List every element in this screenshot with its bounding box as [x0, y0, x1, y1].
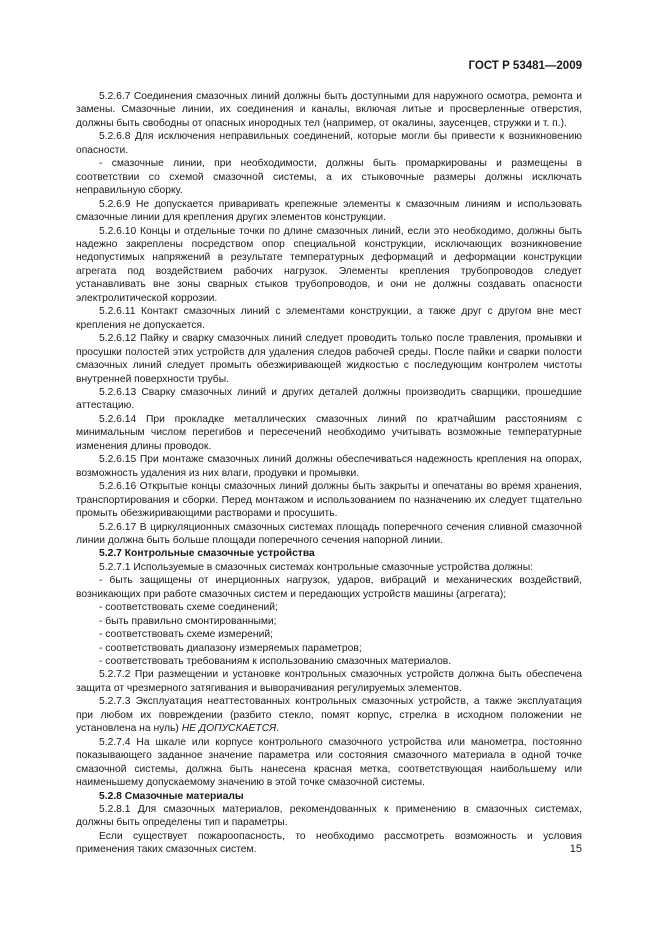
page-number: 15	[569, 843, 582, 855]
list-item: - быть правильно смонтированными;	[99, 615, 277, 627]
paragraph-5-2-6-9: 5.2.6.9 Не допускается приваривать крепежные элементы к смазочным линиям и использовать смазочные линии для крепления других элементов конструкции.	[76, 198, 582, 224]
paragraph-5-2-6-11: 5.2.6.11 Контакт смазочных линий с элементами конструкции, а также друг с другом вне мест крепления не допускается.	[76, 306, 582, 331]
paragraph-5-2-6-15: 5.2.6.15 При монтаже смазочных линий должны обеспечиваться надежность крепления на опорах, возможность удаления из них влаги, продувки и промывки.	[76, 454, 582, 479]
paragraph-5-2-6-7: 5.2.6.7 Соединения смазочных линий должны быть доступными для наружного осмотра, ремонта и замены. Смазочные линии, их соединения и каналы, включая литые и просверленные отверстия, должны быть свободны от опасных инородных тел (например, от окалины, заусенцев, стружки и т. п.).	[76, 91, 582, 129]
list-item: - быть защищены от инерционных нагрузок, ударов, вибраций и механических воздействий, возникающих при работе смазочных систем и передающих устройств машины (агрегата);	[76, 575, 582, 600]
paragraph-5-2-7-1: 5.2.7.1 Используемые в смазочных системах контрольные смазочные устройства должны:	[99, 561, 533, 573]
paragraph-5-2-6-8: 5.2.6.8 Для исключения неправильных соединений, которые могли бы привести к возникновению опасности.	[76, 131, 582, 156]
list-item: - соответствовать схеме измерений;	[99, 629, 273, 641]
paragraph-5-2-6-17: 5.2.6.17 В циркуляционных смазочных системах площадь поперечного сечения сливной смазочной линии должна быть больше площади поперечного сечения напорной линии.	[76, 521, 582, 546]
section-heading-5-2-7: 5.2.7 Контрольные смазочные устройства	[99, 548, 315, 560]
list-item: - смазочные линии, при необходимости, должны быть промаркированы и размещены в соответствии со схемой смазочной системы, а их стыковочные размеры должны исключать неправильную сборку.	[76, 158, 582, 197]
paragraph-5-2-7-4: 5.2.7.4 На шкале или корпусе контрольного смазочного устройства или манометра, постоянно показывающего заданное значение параметра или состояния смазочного материала в одной точке смазочной системы, должна быть нанесена красная метка, соответствующая наибольшему или наименьшему допускаемому значению в этой точке смазочной системы.	[76, 736, 582, 789]
paragraph-5-2-6-10: 5.2.6.10 Концы и отдельные точки по длине смазочных линий, если это необходимо, должны быть надежно закреплены посредством опор специальной конструкции, исключающих возникновение недопустимых напряжений в результате температурных деформаций и деформации конструкции агрегата под воздействием рабочих нагрузок. Элементы крепления трубопроводов следует устанавливать вне зоны сварных стыков трубопроводов, и они не должны создавать опасности электролитической коррозии.	[76, 225, 582, 304]
paragraph-5-2-6-12: 5.2.6.12 Пайку и сварку смазочных линий следует проводить только после травления, промывки и просушки полостей этих устройств для удаления следов рабочей среды. После пайки и сварки полости смазочных линий следует промыть обезжиривающей жидкостью с последующим контролем чистоты внутренней поверхности трубы.	[76, 333, 582, 385]
paragraph-tail: .	[276, 723, 280, 735]
paragraph-5-2-6-16: 5.2.6.16 Открытые концы смазочных линий должны быть закрыты и опечатаны во время хранения, транспортирования и сборки. Перед монтажом и использованием по назначению их следует тщательно промыть обезжиривающими растворами и просушить.	[76, 481, 582, 520]
paragraph-fire-hazard: Если существует пожароопасность, то необходимо рассмотреть возможность и условия применения таких смазочных систем.	[76, 830, 582, 856]
list-item: - соответствовать требованиям к использованию смазочных материалов.	[99, 656, 452, 668]
section-heading-5-2-8: 5.2.8 Смазочные материалы	[99, 790, 244, 802]
emphasis-text: НЕ ДОПУСКАЕТСЯ	[181, 723, 277, 735]
paragraph-5-2-7-2: 5.2.7.2 При размещении и установке контрольных смазочных устройств должна быть обеспечена защита от чрезмерного затягивания и выворачивания регулируемых элементов.	[76, 669, 582, 694]
list-item: - соответствовать диапазону измеряемых параметров;	[99, 642, 362, 654]
standard-code-header: ГОСТ Р 53481—2009	[468, 60, 582, 72]
document-body	[76, 90, 582, 857]
paragraph-5-2-6-14: 5.2.6.14 При прокладке металлических смазочных линий по кратчайшим расстояниям с минимальным числом перегибов и пересечений необходимо учитывать возможные температурные изменения длины проводок.	[76, 413, 582, 452]
paragraph-5-2-6-13: 5.2.6.13 Сварку смазочных линий и других деталей должны производить сварщики, прошедшие аттестацию.	[76, 386, 582, 412]
paragraph-5-2-7-3	[76, 695, 582, 735]
list-item: - соответствовать схеме соединений;	[99, 602, 278, 614]
paragraph-5-2-8-1: 5.2.8.1 Для смазочных материалов, рекомендованных к применению в смазочных системах, должны быть определены тип и параметры.	[76, 804, 582, 829]
paragraph-text: 5.2.7.3 Эксплуатация неаттестованных контрольных смазочных устройств, а также эксплуатация при любом их повреждении (разбито стекло, помят корпус, стрелка в исходном положении не установлена на нуль)	[76, 696, 582, 735]
